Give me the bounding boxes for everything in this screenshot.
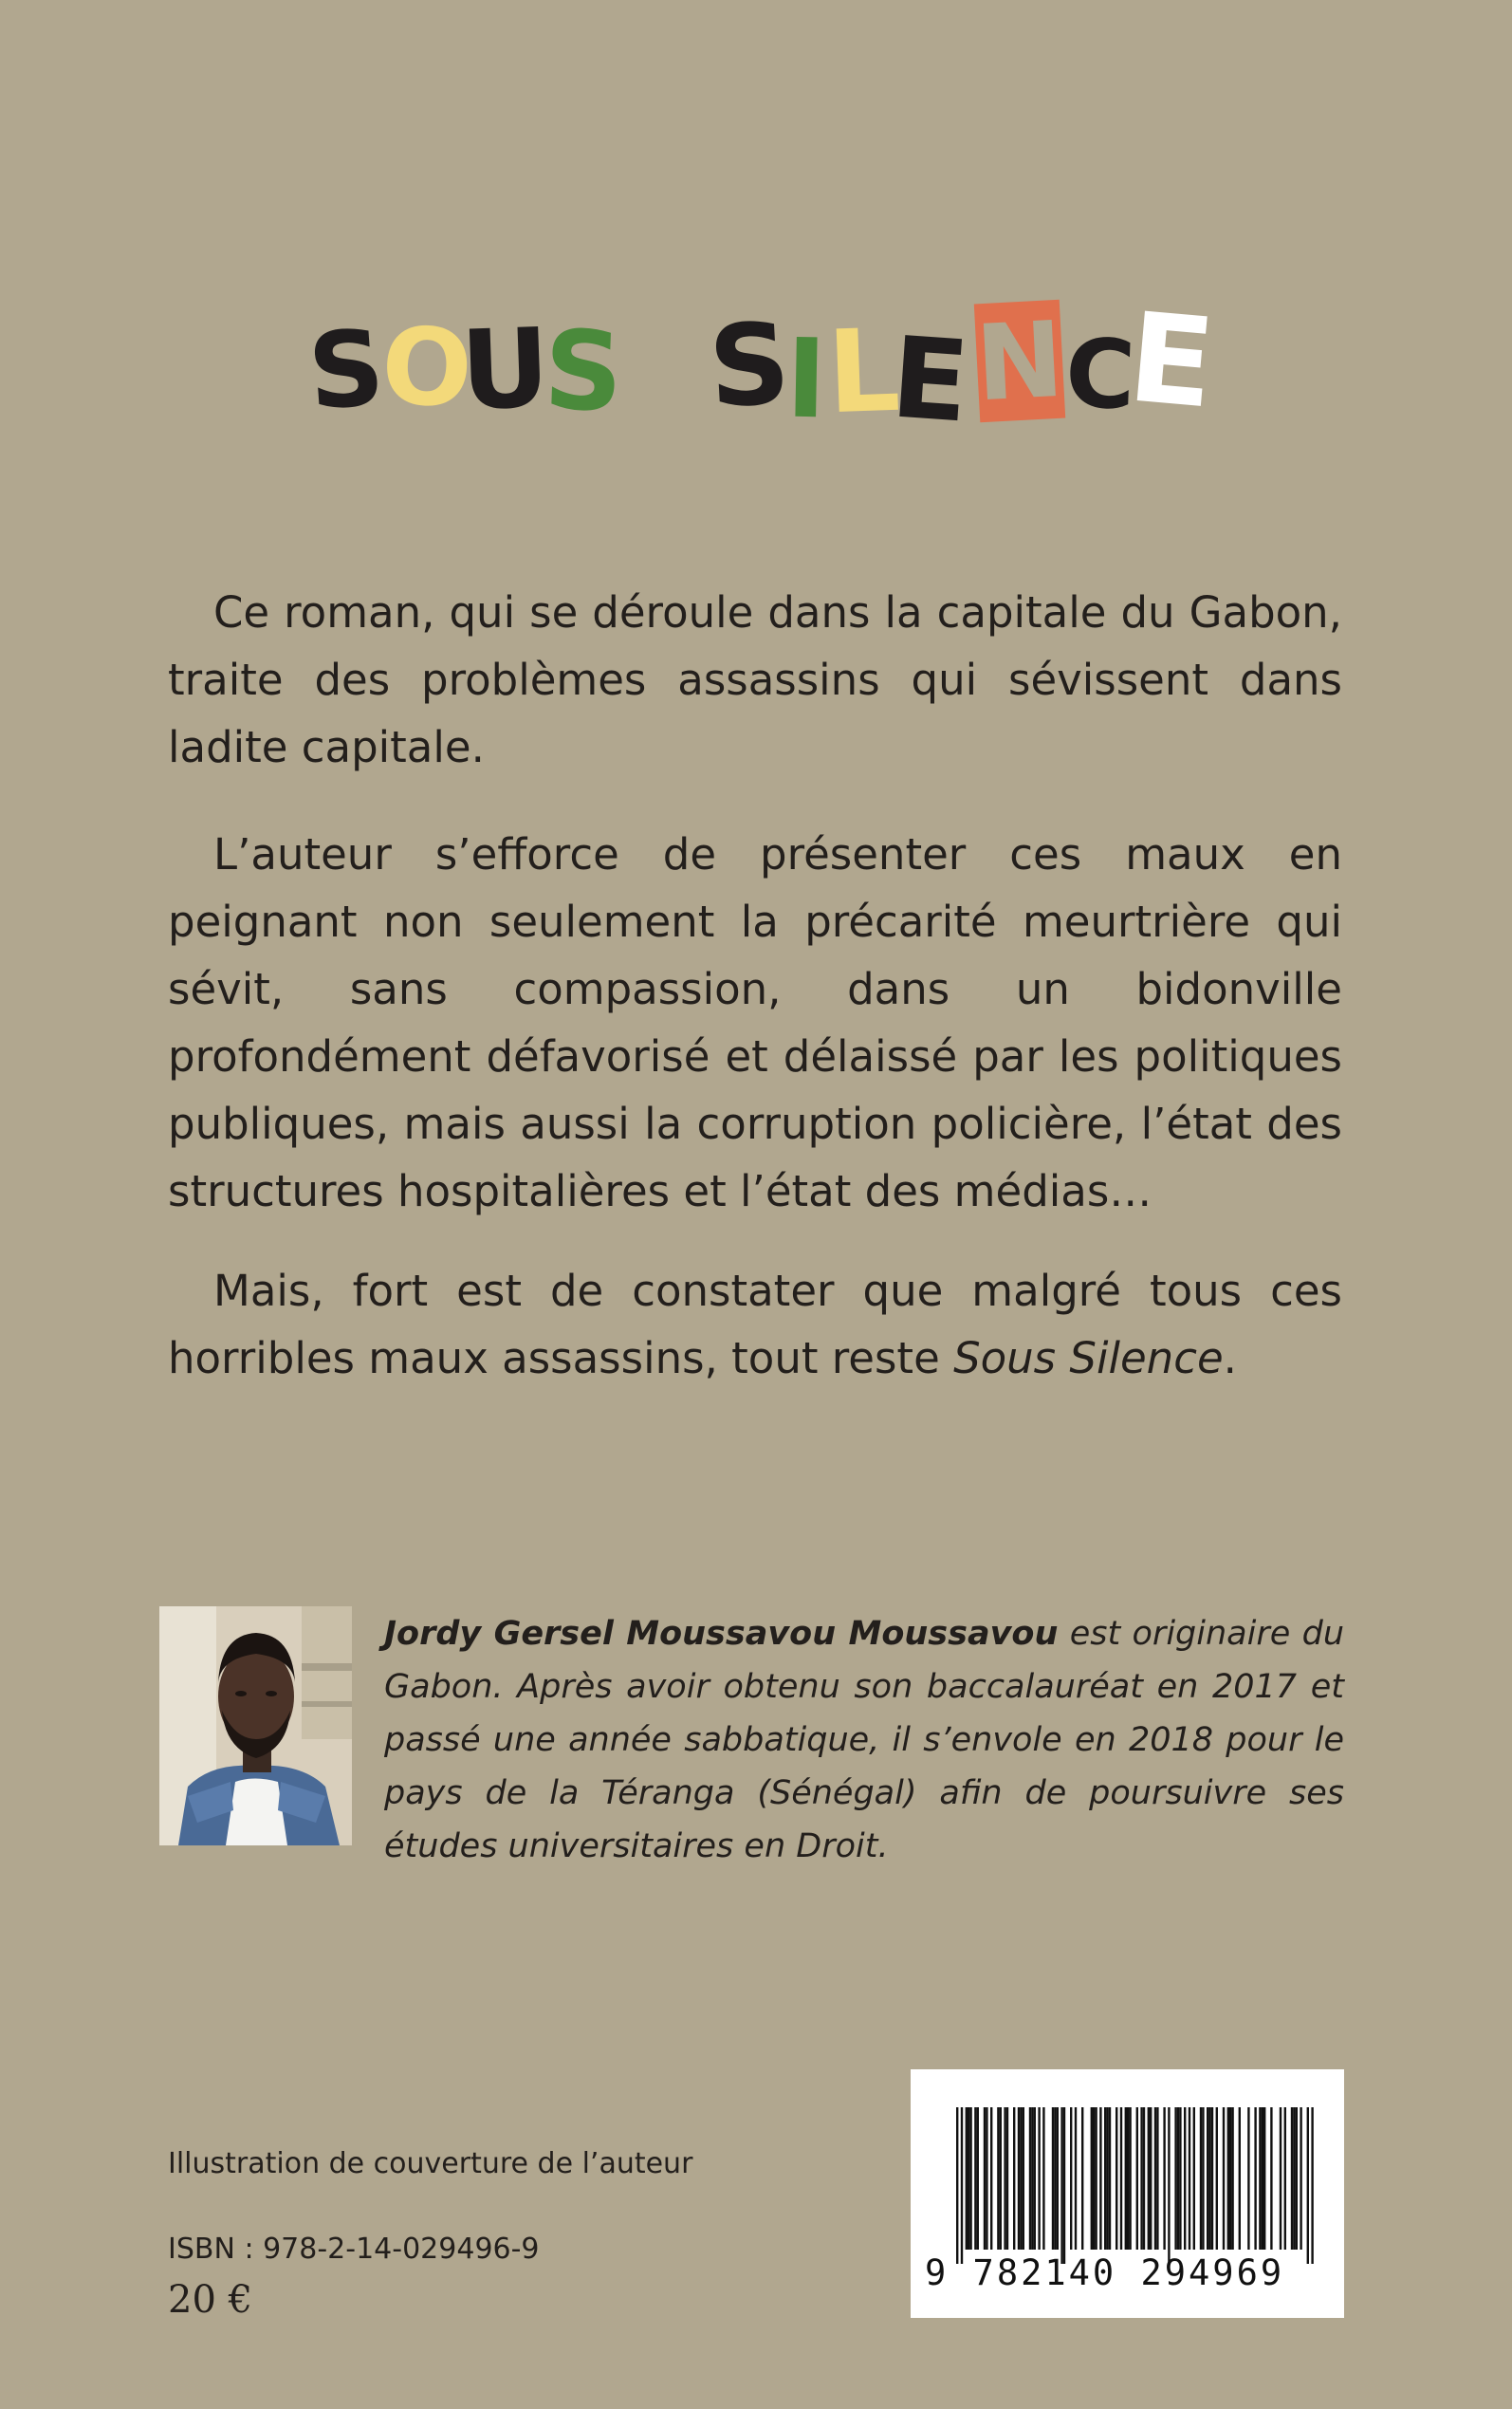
barcode-bar: [974, 2107, 976, 2250]
barcode-bar: [977, 2107, 979, 2250]
barcode-bar: [1229, 2107, 1231, 2250]
barcode-bar: [1091, 2107, 1093, 2250]
barcode-bar: [1168, 2107, 1170, 2264]
title-letter-11: E: [1123, 285, 1220, 436]
author-bio-text: est originaire du Gabon. Après avoir obtenu son baccalauréat en 2017 et passé une année sabbatique, il s’envole en 2018 pour le pays de la Téranga (Sénégal) afin de poursuivre ses études universitaires en Droit.: [384, 1615, 1344, 1865]
barcode-bar: [1189, 2107, 1190, 2250]
blurb-paragraph-3: [168, 1257, 1342, 1392]
barcode-bar: [1154, 2107, 1156, 2250]
barcode-bar: [1136, 2107, 1138, 2250]
barcode-bar: [1184, 2107, 1186, 2250]
barcode-bar: [1109, 2107, 1111, 2250]
barcode-bar: [1063, 2107, 1065, 2264]
barcode-bar: [1093, 2107, 1095, 2250]
barcode-bar: [1140, 2107, 1142, 2250]
barcode-bar: [1270, 2107, 1272, 2250]
title-letter-8: E: [887, 311, 973, 448]
barcode-bar: [1280, 2107, 1282, 2250]
barcode-bar: [1227, 2107, 1229, 2250]
barcode-bar: [1156, 2107, 1158, 2250]
blurb-text-3-start: Mais, fort est de constater que malgré tous ces horribles maux assassins, tout reste: [168, 1266, 1342, 1383]
barcode-bar: [997, 2107, 999, 2250]
barcode-bar: [1143, 2107, 1145, 2250]
title-letter-1: S: [304, 306, 388, 434]
barcode-bar: [1125, 2107, 1127, 2250]
title-letter-9: N: [972, 298, 1067, 424]
barcode-bar: [1070, 2107, 1072, 2250]
barcode-bar: [1239, 2107, 1241, 2250]
blurb-text-3: [168, 1257, 1342, 1392]
book-title: [304, 285, 1224, 465]
barcode-bar: [969, 2107, 971, 2250]
barcode-bar: [1293, 2107, 1295, 2250]
barcode-bar: [1163, 2107, 1165, 2250]
barcode-number: 9 782140 294969: [925, 2252, 1285, 2293]
title-letter-2: O: [378, 304, 475, 433]
blurb-book-title: Sous Silence: [953, 1333, 1224, 1383]
barcode-bar: [986, 2107, 987, 2250]
blurb-text-2: L’auteur s’efforce de présenter ces maux en peignant non seulement la précarité meurtrière qui sévit, sans compassion, dans un bidonville profondément défavorisé et délaissé par les politiques publiques, mais aussi la corruption policière, l’état des structures hospitalières et l’état des médias…: [168, 829, 1342, 1216]
blurb-paragraph-1: [168, 579, 1342, 781]
barcode-bar: [990, 2107, 992, 2250]
title-letter-10: C: [1063, 317, 1137, 432]
author-name: Jordy Gersel Moussavou Moussavou: [384, 1615, 1059, 1653]
barcode-bar: [1095, 2107, 1097, 2250]
barcode-bar: [1075, 2107, 1077, 2250]
author-photo: [159, 1606, 352, 1845]
barcode-bar: [1262, 2107, 1263, 2250]
barcode-bar: [1127, 2107, 1129, 2250]
barcode-bar: [1120, 2107, 1122, 2250]
barcode-bar: [1020, 2107, 1022, 2250]
barcode-bar: [1307, 2107, 1309, 2264]
barcode-bar: [966, 2107, 968, 2250]
barcode-bar: [1038, 2107, 1040, 2250]
barcode-bar: [1150, 2107, 1152, 2250]
barcode-bar: [1031, 2107, 1033, 2250]
barcode-bar: [1052, 2107, 1054, 2250]
barcode-bar: [1177, 2107, 1179, 2250]
isbn: ISBN : 978-2-14-029496-9: [168, 2233, 540, 2266]
barcode-bar: [1259, 2107, 1261, 2250]
barcode-bar: [1211, 2107, 1213, 2250]
barcode-bar: [1200, 2107, 1202, 2250]
barcode-bar: [1193, 2107, 1195, 2250]
barcode-bar: [1018, 2107, 1020, 2250]
barcode-bar: [984, 2107, 986, 2250]
barcode-bar: [1099, 2107, 1101, 2250]
barcode-bar: [1116, 2107, 1117, 2250]
blurb-paragraph-2: [168, 821, 1342, 1225]
title-letter-5: S: [705, 297, 794, 434]
barcode-bar: [968, 2107, 969, 2250]
title-letter-6: I: [784, 315, 828, 443]
barcode-bar: [1202, 2107, 1204, 2250]
barcode-bar: [1216, 2107, 1218, 2250]
barcode-bar: [1231, 2107, 1233, 2250]
barcode-bar: [1296, 2107, 1298, 2250]
barcode-bar: [956, 2107, 958, 2264]
barcode-bar: [1174, 2107, 1176, 2250]
barcode-bar: [1311, 2107, 1313, 2264]
barcode-bar: [1013, 2107, 1015, 2250]
barcode-bar: [1060, 2107, 1062, 2264]
barcode-bar: [1081, 2107, 1083, 2250]
blurb-text-1: Ce roman, qui se déroule dans la capitale du Gabon, traite des problèmes assassins qui sévissent dans ladite capitale.: [168, 587, 1342, 772]
author-bio: [384, 1607, 1344, 1873]
barcode-bar: [1000, 2107, 1002, 2250]
barcode-bar: [1023, 2107, 1024, 2250]
barcode-bar: [1129, 2107, 1131, 2250]
barcode-bar: [1042, 2107, 1044, 2250]
barcode: [911, 2069, 1344, 2318]
barcode-bar: [1179, 2107, 1181, 2250]
barcode-bar: [1148, 2107, 1150, 2250]
barcode-bar: [1104, 2107, 1106, 2250]
barcode-bar: [1034, 2107, 1036, 2250]
title-letter-7: L: [824, 305, 903, 439]
barcode-bar: [1208, 2107, 1210, 2250]
barcode-bar: [1247, 2107, 1249, 2250]
barcode-bar: [1291, 2107, 1293, 2250]
title-letter-4: S: [542, 306, 625, 437]
barcode-bar: [1057, 2107, 1059, 2250]
barcode-bar: [1263, 2107, 1265, 2250]
barcode-bar: [1300, 2107, 1301, 2250]
title-letter-3: U: [458, 304, 552, 435]
price: 20 €: [168, 2278, 253, 2322]
barcode-bar: [1054, 2107, 1056, 2250]
barcode-bar: [1284, 2107, 1286, 2250]
barcode-bar: [1254, 2107, 1256, 2250]
blurb-text-3-end: .: [1223, 1333, 1237, 1383]
barcode-bar: [1029, 2107, 1031, 2250]
barcode-bar: [1006, 2107, 1008, 2250]
barcode-bar: [961, 2107, 963, 2264]
barcode-bar: [1207, 2107, 1208, 2250]
barcode-bar: [1106, 2107, 1108, 2250]
barcode-bar: [1223, 2107, 1225, 2250]
barcode-bar: [1004, 2107, 1005, 2250]
illustration-credit: Illustration de couverture de l’auteur: [168, 2147, 693, 2180]
